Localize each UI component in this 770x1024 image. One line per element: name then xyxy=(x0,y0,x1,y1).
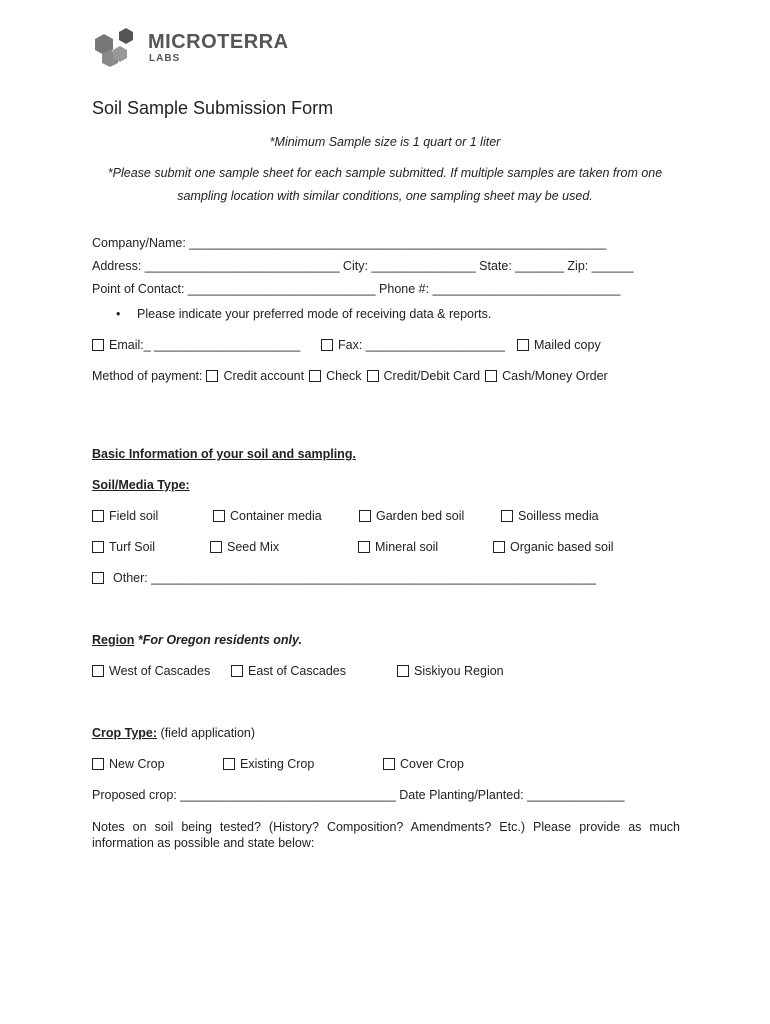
region-option-siskiyou[interactable] xyxy=(397,664,504,678)
checkbox-credit-debit[interactable] xyxy=(367,370,379,382)
soil-option-other[interactable] xyxy=(92,571,596,585)
existing-crop-label: Existing Crop xyxy=(240,757,315,771)
seed-mix-label: Seed Mix xyxy=(227,540,280,554)
turf-soil-label: Turf Soil xyxy=(109,540,156,554)
crop-heading: Crop Type: xyxy=(92,726,158,740)
region-option-east[interactable] xyxy=(231,664,346,678)
min-size-note: *Minimum Sample size is 1 quart or 1 liter xyxy=(269,135,501,149)
soil-option-garden[interactable] xyxy=(359,509,464,523)
email-label: Email:_ _____________________ xyxy=(109,338,301,352)
mineral-soil-label: Mineral soil xyxy=(375,540,439,554)
region-heading-row xyxy=(92,633,302,647)
checkbox-other[interactable] xyxy=(92,572,104,584)
cover-crop-label: Cover Crop xyxy=(400,757,464,771)
new-crop-label: New Crop xyxy=(109,757,165,771)
checkbox-seed-mix[interactable] xyxy=(210,541,222,553)
soil-option-organic[interactable] xyxy=(493,540,614,554)
basic-info-heading: Basic Information of your soil and sampling. xyxy=(92,447,356,461)
field-soil-label: Field soil xyxy=(109,509,159,523)
checkbox-organic[interactable] xyxy=(493,541,505,553)
page-title: Soil Sample Submission Form xyxy=(92,98,334,118)
checkbox-cover-crop[interactable] xyxy=(383,758,395,770)
mode-prompt: Please indicate your preferred mode of receiving data & reports. xyxy=(137,307,492,321)
checkbox-existing-crop[interactable] xyxy=(223,758,235,770)
checkbox-mineral-soil[interactable] xyxy=(358,541,370,553)
checkbox-mailed[interactable] xyxy=(517,339,529,351)
soil-option-seed[interactable] xyxy=(210,540,279,554)
soil-option-soilless[interactable] xyxy=(501,509,599,523)
checkbox-email[interactable] xyxy=(92,339,104,351)
email-option[interactable] xyxy=(92,338,300,352)
soil-option-field[interactable] xyxy=(92,509,158,523)
microterra-logo-icon xyxy=(90,26,138,70)
region-note: *For Oregon residents only. xyxy=(137,633,302,647)
notes-prompt: Notes on soil being tested? (History? Composition? Amendments? Etc.) Please provide as much information as possible and state below: xyxy=(92,820,680,850)
soil-type-heading: Soil/Media Type: xyxy=(92,478,190,492)
soilless-label: Soilless media xyxy=(518,509,599,523)
region-option-west[interactable] xyxy=(92,664,210,678)
fax-label: Fax: ____________________ xyxy=(338,338,505,352)
mailed-option[interactable] xyxy=(517,338,601,352)
crop-option-new[interactable] xyxy=(92,757,165,771)
checkbox-new-crop[interactable] xyxy=(92,758,104,770)
container-media-label: Container media xyxy=(230,509,322,523)
cash-money-order-label: Cash/Money Order xyxy=(502,369,608,383)
checkbox-check[interactable] xyxy=(309,370,321,382)
east-cascades-label: East of Cascades xyxy=(248,664,346,678)
address-field[interactable]: Address: ____________________________ City: _______________ State: _______ Zip: ______ xyxy=(92,259,634,273)
checkbox-container-media[interactable] xyxy=(213,510,225,522)
checkbox-siskiyou[interactable] xyxy=(397,665,409,677)
soil-option-turf[interactable] xyxy=(92,540,155,554)
checkbox-credit-account[interactable] xyxy=(206,370,218,382)
submit-note-line2: sampling location with similar conditions, one sampling sheet may be used. xyxy=(177,189,593,203)
siskiyou-label: Siskiyou Region xyxy=(414,664,504,678)
crop-heading-row xyxy=(92,726,255,740)
checkbox-turf-soil[interactable] xyxy=(92,541,104,553)
crop-note: (field application) xyxy=(160,726,256,740)
soil-option-mineral[interactable] xyxy=(358,540,438,554)
region-heading: Region xyxy=(92,633,135,647)
garden-bed-label: Garden bed soil xyxy=(376,509,465,523)
mailed-label: Mailed copy xyxy=(534,338,601,352)
submit-note-line1: *Please submit one sample sheet for each sample submitted. If multiple samples are taken from one xyxy=(107,166,663,180)
other-field[interactable]: Other: ________________________________________________________________ xyxy=(113,571,597,585)
credit-account-label: Credit account xyxy=(223,369,305,383)
logo-sub: LABS xyxy=(149,53,181,64)
checkbox-field-soil[interactable] xyxy=(92,510,104,522)
contact-field[interactable]: Point of Contact: ___________________________ Phone #: ___________________________ xyxy=(92,282,621,296)
checkbox-garden-bed[interactable] xyxy=(359,510,371,522)
logo-name: MICROTERRA xyxy=(148,31,289,53)
checkbox-soilless[interactable] xyxy=(501,510,513,522)
west-cascades-label: West of Cascades xyxy=(109,664,211,678)
checkbox-west-cascades[interactable] xyxy=(92,665,104,677)
organic-label: Organic based soil xyxy=(510,540,614,554)
payment-label: Method of payment: xyxy=(92,369,203,383)
checkbox-cash-money-order[interactable] xyxy=(485,370,497,382)
crop-option-existing[interactable] xyxy=(223,757,314,771)
bullet-icon: • xyxy=(116,307,121,321)
check-label: Check xyxy=(326,369,362,383)
proposed-crop-field[interactable]: Proposed crop: _______________________________ Date Planting/Planted: ______________ xyxy=(92,788,625,802)
fax-option[interactable] xyxy=(321,338,505,352)
company-field[interactable]: Company/Name: ____________________________________________________________ xyxy=(92,236,607,250)
soil-option-container[interactable] xyxy=(213,509,322,523)
crop-option-cover[interactable] xyxy=(383,757,464,771)
payment-row xyxy=(92,369,608,383)
checkbox-east-cascades[interactable] xyxy=(231,665,243,677)
checkbox-fax[interactable] xyxy=(321,339,333,351)
credit-debit-label: Credit/Debit Card xyxy=(383,369,481,383)
